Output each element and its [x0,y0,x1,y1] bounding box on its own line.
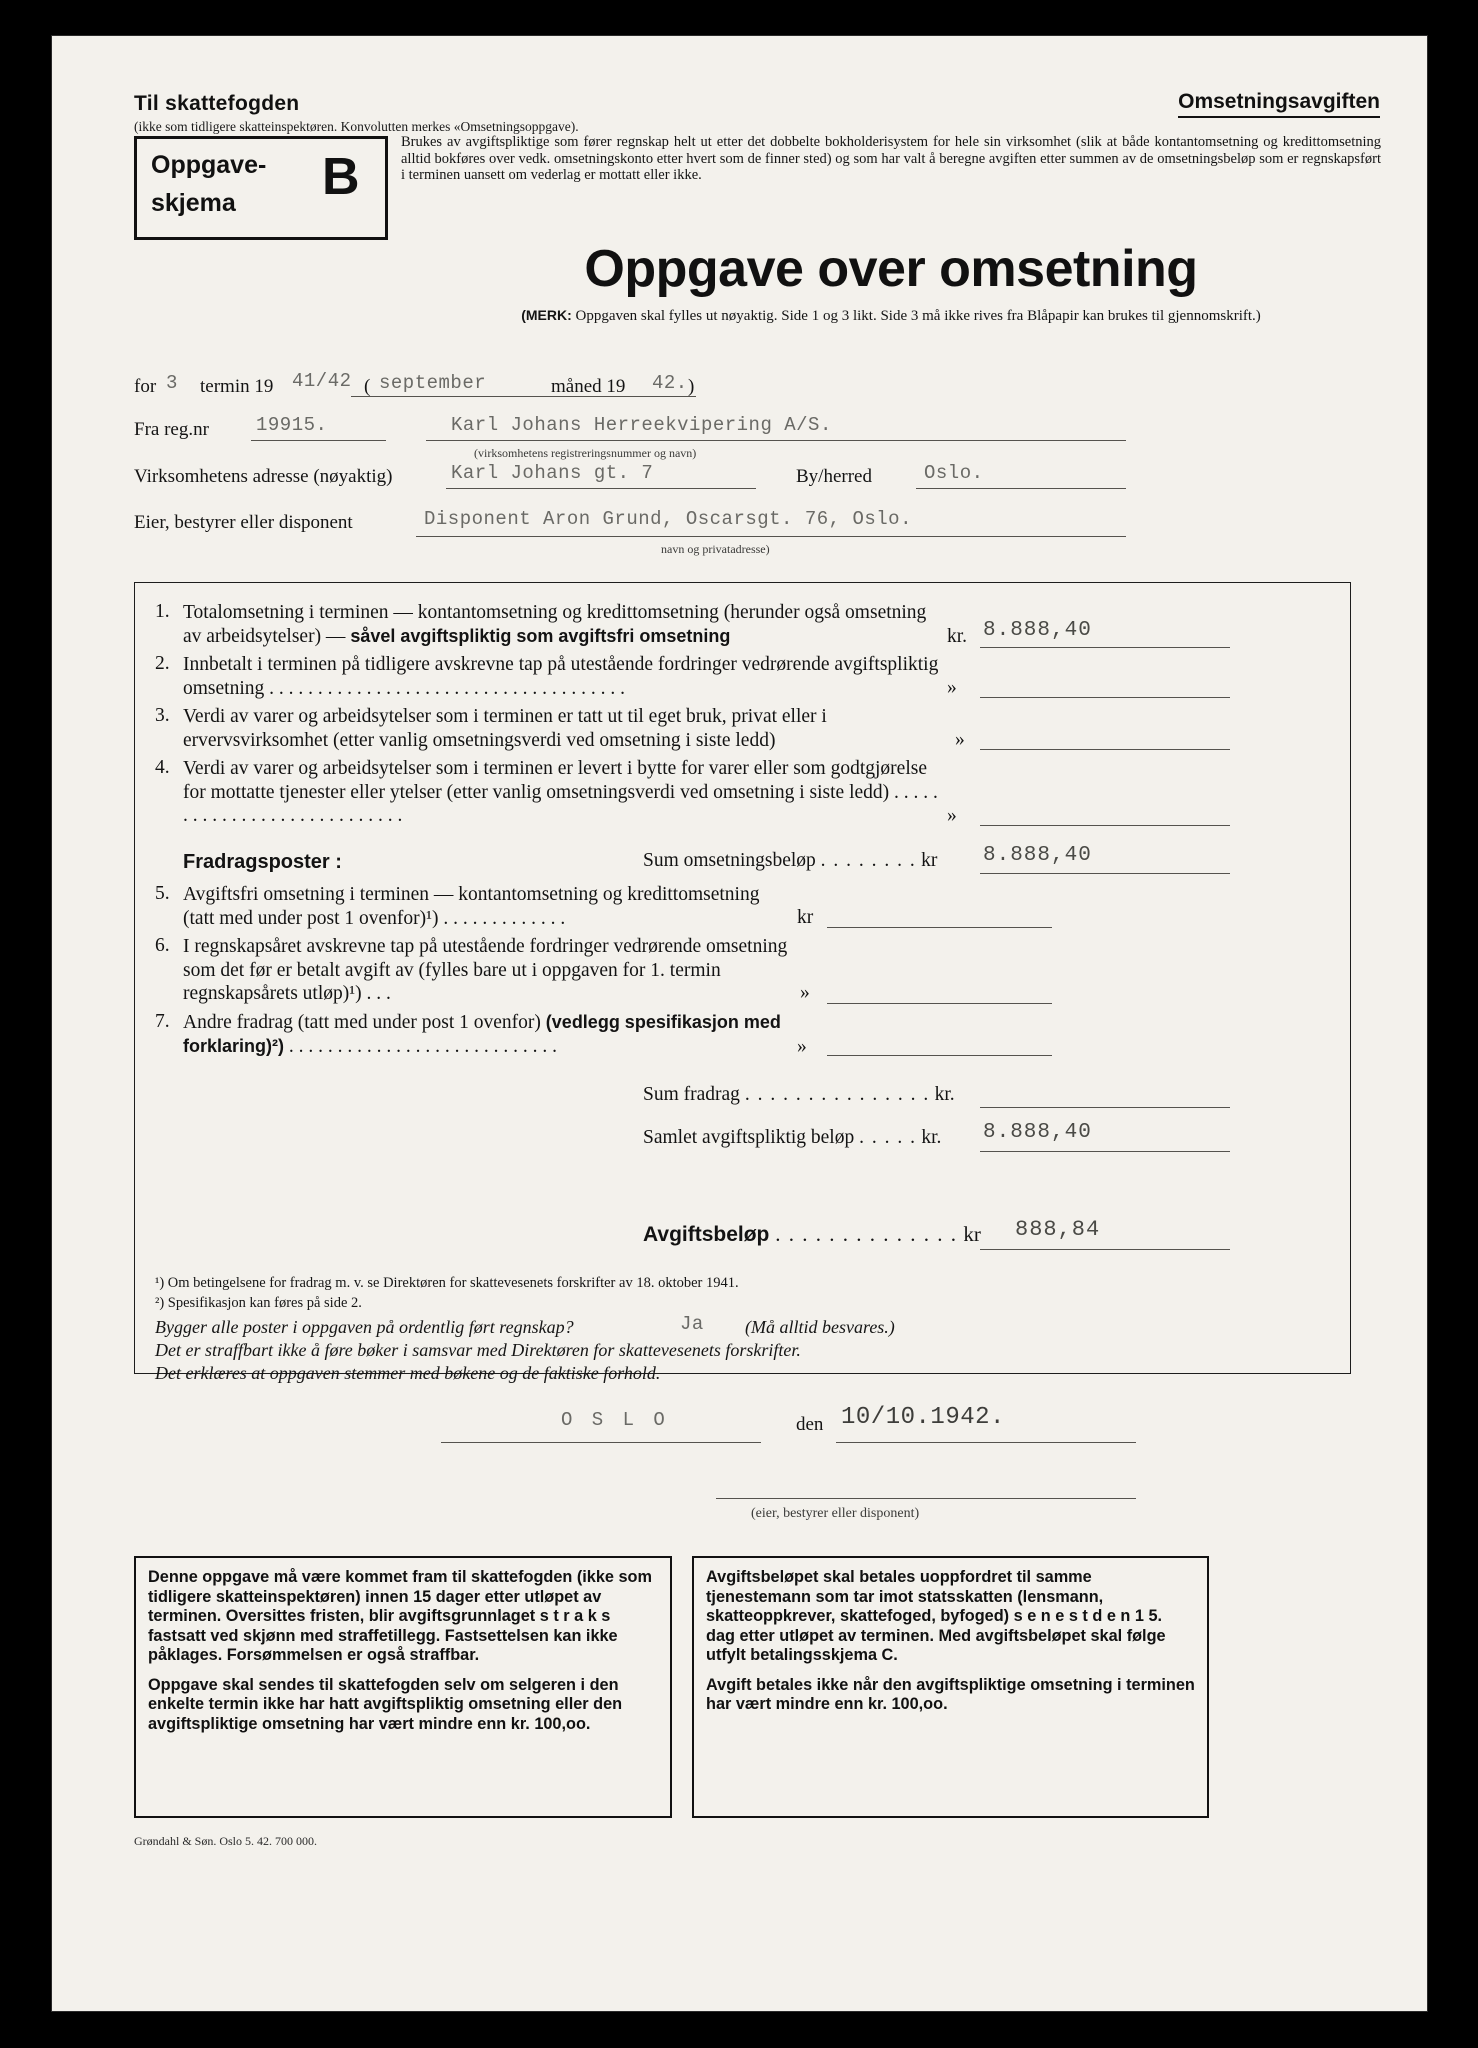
form-type-line1: Oppgave- [151,151,267,179]
printer-imprint: Grøndahl & Søn. Oslo 5. 42. 700 000. [134,1834,317,1848]
item-4-unit: » [947,805,957,826]
samlet-label-text: Samlet avgiftspliktig beløp [643,1127,855,1148]
signature-date[interactable]: 10/10.1942. [841,1404,1005,1431]
sum-omsetning-amount[interactable]: 8.888,40 [983,844,1092,867]
item-2-number: 2. [155,653,170,674]
form-type-box [134,136,388,240]
item-1-rule [980,647,1230,648]
item-4-number: 4. [155,757,170,778]
avgiftsbelop-label-text: Avgiftsbeløp [643,1223,770,1246]
avgiftsbelop-unit: kr [963,1222,981,1246]
paren-close: ) [688,376,695,397]
bottom-right-para-2: Avgift betales ikke når den avgiftspliktige omsetning i terminen har vært mindre enn kr. 100,oo. [706,1675,1195,1713]
header-left [134,92,579,135]
samlet-rule [980,1151,1230,1152]
company-name-value[interactable]: Karl Johans Herreekvipering A/S. [451,414,832,436]
byherred-label: By/herred [796,466,872,487]
samlet-amount[interactable]: 8.888,40 [983,1121,1092,1144]
regnr-rule [251,440,386,441]
form-letter: B [322,148,360,206]
item-4-text: Verdi av varer og arbeidsytelser som i terminen er levert i bytte for varer eller som godtgjørelse for mottatte tjenester eller ytelser (etter vanlig omsetningsverdi ved omsetning i siste ledd) . . . . . . . . . . . . . . . . . . . . . . . . . . . . [183,758,938,826]
item-1-text [183,601,943,648]
addressee-title: Til skattefogden [134,92,300,115]
form-sheet [96,74,1386,1974]
bottom-left-para-1: Denne oppgave må være kommet fram til skattefogden (ikke som tidligere skatteinspektøren) innen 15 dager etter utløpet av terminen. Oversittes fristen, blir avgiftsgrunnlaget s t r a k s fastsatt ved skjønn med straffetillegg. Fastsettelsen kan ikke påklages. Forsømmelsen er også straffbar. [148,1568,652,1664]
item-4-rule [980,825,1230,826]
item-1-amount[interactable]: 8.888,40 [983,619,1092,642]
avgiftsbelop-rule [980,1249,1230,1250]
item-7-number: 7. [155,1011,170,1032]
declaration-2: Det erklæres at oppgaven stemmer med bøkene og de faktiske forhold. [155,1363,661,1383]
owner-label: Eier, bestyrer eller disponent [134,512,353,533]
item-7-unit: » [797,1036,807,1057]
item-2-text: Innbetalt i terminen på tidligere avskrevne tap på utestående fordringer vedrørende avgiftspliktig omsetning . . . . . . . . . . . . . . . . . . . . . . . . . . . . . . . . . . . . . [183,654,939,699]
item-1-number: 1. [155,601,170,622]
item-7-text [183,1011,793,1058]
samlet-label [643,1126,941,1150]
item-5-rule [827,927,1052,928]
tax-name-heading: Omsetningsavgiften [1178,90,1380,118]
sum-fradrag-unit: kr. [934,1084,955,1105]
avgiftsbelop-label [643,1223,981,1247]
question-answer[interactable]: Ja [680,1313,704,1335]
item-7-trail: . . . . . . . . . . . . . . . . . . . . . . . . . . . . [284,1035,557,1057]
byherred-rule [916,488,1126,489]
month-label: måned 19 [551,376,626,397]
footnote-2: ²) Spesifikasjon kan føres på side 2. [155,1295,362,1311]
item-6-text: I regnskapsåret avskrevne tap på utestående fordringer vedrørende omsetning som det før er betalt avgift av (fylles bare ut i oppgaven for 1. termin regnskapsårets utløp)¹) . . . [183,936,788,1004]
item-1-main: Totalomsetning i terminen — kontantomsetning og kredittomsetning (herunder også omsetning av arbeidsytelser) — [183,602,927,647]
term-rule [351,396,696,397]
bottom-left-box [134,1556,672,1818]
bottom-right-box [692,1556,1209,1818]
item-7-bold: (vedlegg spesifikasjon med forklaring)²) [183,1012,781,1056]
merk-text: Oppgaven skal fylles ut nøyaktig. Side 1 og 3 likt. Side 3 må ikke rives fra Blåpapir kan brukes til gjennomskrift.) [575,308,1261,324]
signature-place[interactable]: O S L O [561,1409,669,1431]
item-3-rule [980,749,1230,750]
samlet-dots: . . . . . [859,1127,917,1148]
address-rule [446,488,756,489]
signature-date-rule [836,1442,1136,1443]
question-line: Bygger alle poster i oppgaven på ordentlig ført regnskap? [155,1317,574,1337]
termin-label: termin 19 [200,376,274,397]
sum-fradrag-dots: . . . . . . . . . . . . . . . [744,1084,930,1105]
owner-caption: navn og privatadresse) [661,542,770,556]
item-6-unit: » [800,982,810,1003]
calculation-box [134,582,1351,1383]
merk-bold: (MERK: [521,307,572,323]
sum-omsetning-unit: kr [921,850,938,871]
sum-omsetning-rule [980,873,1230,874]
sum-fradrag-label [643,1083,955,1107]
sum-fradrag-rule [980,1107,1230,1108]
owner-rule [416,536,1126,537]
bottom-left-para-2: Oppgave skal sendes til skattefogden selv om selgeren i den enkelte termin ikke har hatt avgiftspliktig omsetning eller den avgiftspliktige omsetning har vært mindre enn kr. 100,oo. [148,1675,623,1733]
sum-fradrag-label-text: Sum fradrag [643,1084,740,1105]
avgiftsbelop-amount[interactable]: 888,84 [1015,1217,1101,1242]
term-year-value[interactable]: 41/42 [292,370,352,392]
merk-note [401,306,1381,325]
item-5-unit: kr [797,907,814,928]
document-page [52,36,1427,2011]
regnr-value[interactable]: 19915. [256,414,328,436]
footnote-1: ¹) Om betingelsene for fradrag m. v. se Direktøren for skattevesenets forskrifter av 18. oktober 1941. [155,1275,739,1291]
month-value[interactable]: september [379,372,487,394]
item-1-bold: såvel avgiftspliktig som avgiftsfri omsetning [350,625,731,646]
question-tail: (Må alltid besvares.) [745,1317,895,1337]
byherred-value[interactable]: Oslo. [924,462,984,484]
signature-rule [716,1498,1136,1499]
company-rule [426,440,1126,441]
sum-omsetning-dots: . . . . . . . . [820,850,917,871]
signature-caption: (eier, bestyrer eller disponent) [751,1506,920,1521]
address-label: Virksomhetens adresse (nøyaktig) [134,466,393,487]
addressee-subtitle: (ikke som tidligere skatteinspektøren. Konvolutten merkes «Omsetningsoppgave). [134,119,579,134]
item-3-number: 3. [155,705,170,726]
declaration-1: Det er straffbart ikke å føre bøker i samsvar med Direktøren for skattevesenets forskrifter. [155,1340,801,1360]
form-type-line2: skjema [151,189,236,217]
item-5-text: Avgiftsfri omsetning i terminen — kontantomsetning og kredittomsetning (tatt med under post 1 ovenfor)¹) . . . . . . . . . . . . . [183,884,760,929]
den-label: den [796,1414,824,1435]
paren-open: ( [364,376,371,397]
for-label: for [134,376,157,397]
month-year-value[interactable]: 42. [652,372,688,394]
avgiftsbelop-dots: . . . . . . . . . . . . . . [775,1222,958,1246]
company-caption: (virksomhetens registreringsnummer og navn) [474,446,697,460]
item-6-rule [827,1003,1052,1004]
address-value[interactable]: Karl Johans gt. 7 [451,462,654,484]
term-value[interactable]: 3 [166,372,178,394]
item-1-unit: kr. [947,626,968,647]
item-2-unit: » [947,677,957,698]
sum-omsetning-label-text: Sum omsetningsbeløp [643,850,816,871]
item-3-unit: » [955,729,965,750]
samlet-unit: kr. [921,1127,942,1148]
sum-omsetning-label [643,849,937,873]
intro-paragraph: Brukes av avgiftspliktige som fører regnskap helt ut etter det dobbelte bokholderisystem for hele sin virksomhet (slik at både kontantomsetning og kredittomsetning alltid bokføres over vedk. omsetningskonto etter hvert som de finner sted) og som har valt å beregne avgiften etter summen av de omsetningsbeløp som er regnskapsført i terminen uansett om vederlag er mottatt eller ikke. [401,134,1381,183]
owner-value[interactable]: Disponent Aron Grund, Oscarsgt. 76, Oslo. [424,508,912,530]
item-7-main: Andre fradrag (tatt med under post 1 ovenfor) [183,1012,546,1033]
item-7-rule [827,1055,1052,1056]
item-3-text: Verdi av varer og arbeidsytelser som i terminen er tatt ut til eget bruk, privat eller i ervervsvirksomhet (etter vanlig omsetningsverdi ved omsetning i siste ledd) [183,706,827,751]
item-6-number: 6. [155,935,170,956]
item-2-rule [980,697,1230,698]
page-title: Oppgave over omsetning [584,240,1198,298]
bottom-right-para-1: Avgiftsbeløpet skal betales uoppfordret til samme tjenestemann som tar imot statsskatten (lensmann, skatteoppkrever, skattefoged, byfoged) s e n e s t d e n 1 5. dag etter utløpet av terminen. Med avgiftsbeløpet skal følge utfylt betalingsskjema C. [706,1568,1166,1664]
item-5-number: 5. [155,883,170,904]
deductions-title: Fradragsposter : [183,851,342,873]
signature-place-rule [441,1442,761,1443]
regnr-label: Fra reg.nr [134,419,209,440]
